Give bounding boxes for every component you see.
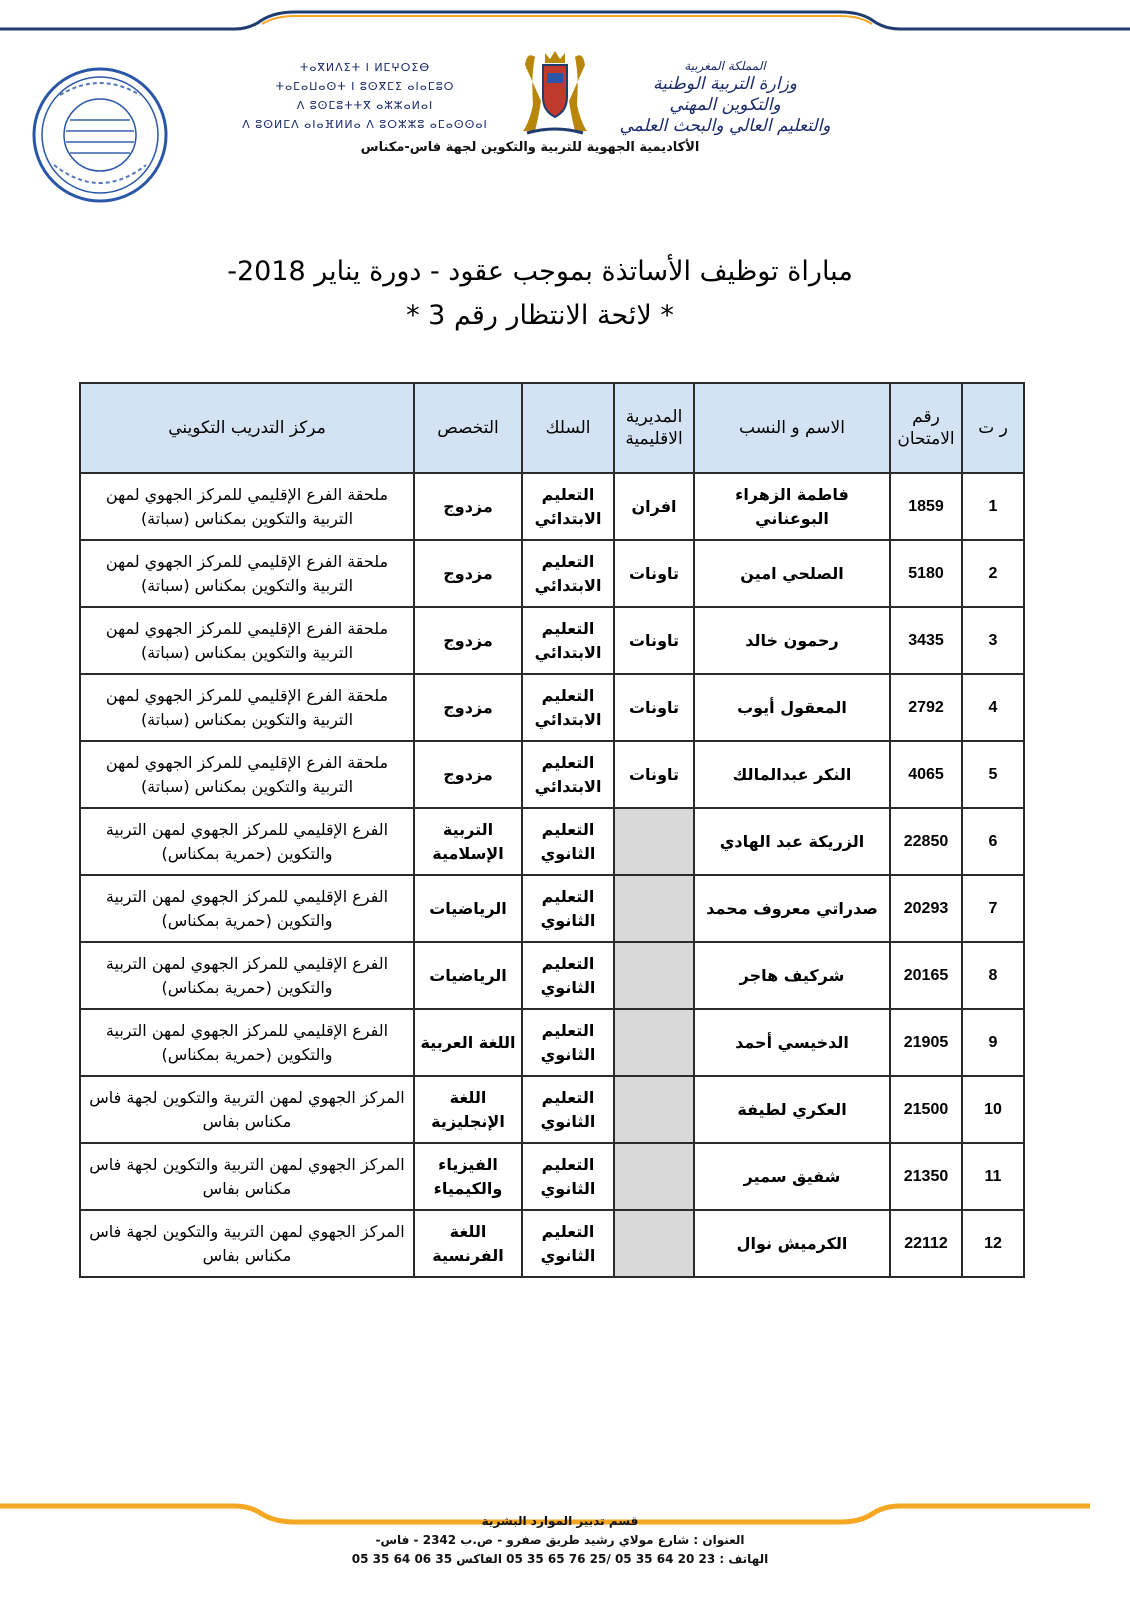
cell-training-center: ملحقة الفرع الإقليمي للمركز الجهوي لمهن التربية والتكوين بمكناس (سباتة) bbox=[80, 741, 414, 808]
cell-corps: التعليم الابتدائي bbox=[522, 741, 614, 808]
cell-directorate: افران bbox=[614, 473, 694, 540]
cell-row-index: 11 bbox=[962, 1143, 1024, 1210]
cell-training-center: ملحقة الفرع الإقليمي للمركز الجهوي لمهن التربية والتكوين بمكناس (سباتة) bbox=[80, 540, 414, 607]
table-row bbox=[80, 540, 1024, 607]
ministry-line: والتعليم العالي والبحث العلمي bbox=[619, 116, 831, 136]
cell-training-center: المركز الجهوي لمهن التربية والتكوين لجهة فاس مكناس بفاس bbox=[80, 1210, 414, 1277]
cell-row-index: 3 bbox=[962, 607, 1024, 674]
cell-corps: التعليم الثانوي bbox=[522, 1009, 614, 1076]
cell-exam-number: 20165 bbox=[890, 942, 962, 1009]
cell-training-center: الفرع الإقليمي للمركز الجهوي لمهن التربية والتكوين (حمرية بمكناس) bbox=[80, 808, 414, 875]
cell-row-index: 8 bbox=[962, 942, 1024, 1009]
academy-seal-logo bbox=[30, 65, 170, 205]
cell-specialty: مزدوج bbox=[414, 540, 522, 607]
cell-candidate-name: النكر عبدالمالك bbox=[694, 741, 890, 808]
cell-corps: التعليم الثانوي bbox=[522, 1143, 614, 1210]
table-row bbox=[80, 1076, 1024, 1143]
cell-row-index: 9 bbox=[962, 1009, 1024, 1076]
cell-specialty: الرياضيات bbox=[414, 875, 522, 942]
cell-specialty: مزدوج bbox=[414, 607, 522, 674]
cell-training-center: الفرع الإقليمي للمركز الجهوي لمهن التربية والتكوين (حمرية بمكناس) bbox=[80, 942, 414, 1009]
cell-candidate-name: العكري لطيفة bbox=[694, 1076, 890, 1143]
footer-phone: الهاتف : 23 20 64 35 05 /25 76 65 35 05 الفاكس 35 06 64 35 05 bbox=[351, 1552, 769, 1566]
table-row bbox=[80, 1009, 1024, 1076]
cell-corps: التعليم الثانوي bbox=[522, 1076, 614, 1143]
cell-specialty: الفيزياء والكيمياء bbox=[414, 1143, 522, 1210]
cell-corps: التعليم الابتدائي bbox=[522, 540, 614, 607]
amazigh-line: ⵜⴰⴳⵍⴷⵉⵜ ⵏ ⵍⵎⵖⵔⵉⴱ bbox=[299, 61, 431, 74]
ministry-line: والتكوين المهني bbox=[669, 95, 781, 115]
cell-exam-number: 20293 bbox=[890, 875, 962, 942]
waiting-list-table bbox=[79, 382, 1025, 1278]
cell-directorate bbox=[614, 1076, 694, 1143]
table-row bbox=[80, 875, 1024, 942]
cell-corps: التعليم الابتدائي bbox=[522, 607, 614, 674]
cell-exam-number: 2792 bbox=[890, 674, 962, 741]
cell-corps: التعليم الثانوي bbox=[522, 875, 614, 942]
cell-candidate-name: الدخيسي أحمد bbox=[694, 1009, 890, 1076]
cell-exam-number: 3435 bbox=[890, 607, 962, 674]
cell-directorate: تاونات bbox=[614, 741, 694, 808]
cell-exam-number: 5180 bbox=[890, 540, 962, 607]
cell-directorate: تاونات bbox=[614, 540, 694, 607]
header-training-center: مركز التدريب التكويني bbox=[80, 383, 414, 473]
table-row bbox=[80, 808, 1024, 875]
cell-directorate bbox=[614, 1143, 694, 1210]
academy-name: الأكاديمية الجهوية للتربية والتكوين لجهة فاس-مكناس bbox=[360, 140, 700, 155]
cell-corps: التعليم الابتدائي bbox=[522, 674, 614, 741]
cell-candidate-name: الصلحي امين bbox=[694, 540, 890, 607]
cell-directorate bbox=[614, 1210, 694, 1277]
document-title bbox=[100, 250, 980, 338]
cell-specialty: مزدوج bbox=[414, 674, 522, 741]
cell-directorate bbox=[614, 808, 694, 875]
table-row bbox=[80, 942, 1024, 1009]
amazigh-line: ⴷ ⵓⵙⵍⵎⴷ ⴰⵏⴰⴼⵍⵍⴰ ⴷ ⵓⵔⵣⵣⵓ ⴰⵎⴰⵙⵙⴰⵏ bbox=[242, 118, 488, 131]
cell-row-index: 5 bbox=[962, 741, 1024, 808]
table-header-row bbox=[80, 383, 1024, 473]
header-index: ر ت bbox=[962, 383, 1024, 473]
header-exam-number: رقم الامتحان bbox=[890, 383, 962, 473]
cell-directorate bbox=[614, 875, 694, 942]
page-footer bbox=[300, 1512, 820, 1569]
cell-row-index: 12 bbox=[962, 1210, 1024, 1277]
cell-corps: التعليم الثانوي bbox=[522, 942, 614, 1009]
cell-candidate-name: رحمون خالد bbox=[694, 607, 890, 674]
title-line-1: مباراة توظيف الأساتذة بموجب عقود - دورة يناير 2018- bbox=[227, 256, 853, 287]
cell-row-index: 7 bbox=[962, 875, 1024, 942]
footer-department: قسم تدبير الموارد البشرية bbox=[481, 1514, 639, 1528]
cell-exam-number: 4065 bbox=[890, 741, 962, 808]
amazigh-ministry-name bbox=[240, 58, 490, 134]
cell-exam-number: 1859 bbox=[890, 473, 962, 540]
table-row bbox=[80, 674, 1024, 741]
ministry-line: وزارة التربية الوطنية bbox=[652, 74, 798, 94]
cell-directorate bbox=[614, 942, 694, 1009]
footer-address: العنوان : شارع مولاي رشيد طريق صفرو - ص.ب 2342 - فاس- bbox=[375, 1533, 745, 1547]
cell-training-center: ملحقة الفرع الإقليمي للمركز الجهوي لمهن التربية والتكوين بمكناس (سباتة) bbox=[80, 607, 414, 674]
cell-training-center: ملحقة الفرع الإقليمي للمركز الجهوي لمهن التربية والتكوين بمكناس (سباتة) bbox=[80, 473, 414, 540]
cell-specialty: اللغة العربية bbox=[414, 1009, 522, 1076]
cell-exam-number: 21905 bbox=[890, 1009, 962, 1076]
cell-candidate-name: المعقول أيوب bbox=[694, 674, 890, 741]
table-row bbox=[80, 741, 1024, 808]
table-row bbox=[80, 607, 1024, 674]
kingdom-label: المملكة المغربية bbox=[684, 59, 766, 73]
amazigh-line: ⴷ ⵓⵙⵎⵓⵜⵜⴳ ⴰⵣⵣⴰⵍⴰⵏ bbox=[296, 99, 434, 112]
cell-row-index: 10 bbox=[962, 1076, 1024, 1143]
cell-directorate: تاونات bbox=[614, 607, 694, 674]
cell-exam-number: 22850 bbox=[890, 808, 962, 875]
cell-training-center: ملحقة الفرع الإقليمي للمركز الجهوي لمهن التربية والتكوين بمكناس (سباتة) bbox=[80, 674, 414, 741]
cell-training-center: الفرع الإقليمي للمركز الجهوي لمهن التربية والتكوين (حمرية بمكناس) bbox=[80, 875, 414, 942]
cell-exam-number: 22112 bbox=[890, 1210, 962, 1277]
cell-candidate-name: الزريكة عبد الهادي bbox=[694, 808, 890, 875]
ministry-name bbox=[600, 58, 850, 137]
cell-corps: التعليم الثانوي bbox=[522, 808, 614, 875]
header-specialty: التخصص bbox=[414, 383, 522, 473]
table-row bbox=[80, 1143, 1024, 1210]
cell-training-center: المركز الجهوي لمهن التربية والتكوين لجهة فاس مكناس بفاس bbox=[80, 1076, 414, 1143]
cell-specialty: مزدوج bbox=[414, 741, 522, 808]
table-row bbox=[80, 1210, 1024, 1277]
cell-candidate-name: شفيق سمير bbox=[694, 1143, 890, 1210]
cell-row-index: 1 bbox=[962, 473, 1024, 540]
cell-row-index: 4 bbox=[962, 674, 1024, 741]
top-border-decoration bbox=[0, 0, 1130, 40]
cell-specialty: اللغة الإنجليزية bbox=[414, 1076, 522, 1143]
header-name: الاسم و النسب bbox=[694, 383, 890, 473]
cell-candidate-name: شركيف هاجر bbox=[694, 942, 890, 1009]
header-directorate: المديرية الاقليمية bbox=[614, 383, 694, 473]
cell-row-index: 6 bbox=[962, 808, 1024, 875]
cell-directorate: تاونات bbox=[614, 674, 694, 741]
cell-row-index: 2 bbox=[962, 540, 1024, 607]
cell-directorate bbox=[614, 1009, 694, 1076]
amazigh-line: ⵜⴰⵎⴰⵡⴰⵙⵜ ⵏ ⵓⵙⴳⵎⵉ ⴰⵏⴰⵎⵓⵔ bbox=[275, 80, 455, 93]
cell-corps: التعليم الابتدائي bbox=[522, 473, 614, 540]
coat-of-arms-logo bbox=[505, 45, 605, 140]
cell-specialty: اللغة الفرنسية bbox=[414, 1210, 522, 1277]
title-line-2: * لائحة الانتظار رقم 3 * bbox=[406, 300, 674, 331]
cell-training-center: المركز الجهوي لمهن التربية والتكوين لجهة فاس مكناس بفاس bbox=[80, 1143, 414, 1210]
cell-specialty: التربية الإسلامية bbox=[414, 808, 522, 875]
cell-candidate-name: صدراتي معروف محمد bbox=[694, 875, 890, 942]
cell-specialty: الرياضيات bbox=[414, 942, 522, 1009]
cell-candidate-name: الكرميش نوال bbox=[694, 1210, 890, 1277]
header-corps: السلك bbox=[522, 383, 614, 473]
cell-corps: التعليم الثانوي bbox=[522, 1210, 614, 1277]
cell-training-center: الفرع الإقليمي للمركز الجهوي لمهن التربية والتكوين (حمرية بمكناس) bbox=[80, 1009, 414, 1076]
cell-exam-number: 21350 bbox=[890, 1143, 962, 1210]
table-row bbox=[80, 473, 1024, 540]
cell-specialty: مزدوج bbox=[414, 473, 522, 540]
cell-exam-number: 21500 bbox=[890, 1076, 962, 1143]
table-body bbox=[80, 473, 1024, 1277]
cell-candidate-name: فاطمة الزهراء البوعناني bbox=[694, 473, 890, 540]
